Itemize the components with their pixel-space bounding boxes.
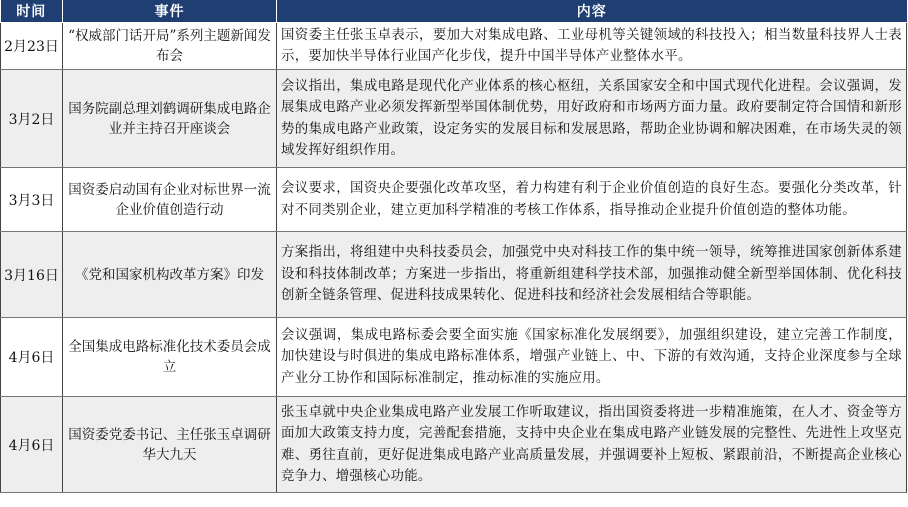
cell-event: 国资委党委书记、主任张玉卓调研华大九天	[63, 397, 277, 493]
cell-content: 方案指出，将组建中央科技委员会，加强党中央对科技工作的集中统一领导，统筹推进国家创新体系建设和科技体制改革；方案进一步指出，将重新组建科学技术部，加强推动健全新型举国体制、优化科技创新全链条管理、促进科技成果转化、促进科技和经济社会发展相结合等职能。	[277, 232, 907, 318]
cell-event: 全国集成电路标准化技术委员会成立	[63, 318, 277, 397]
cell-content: 会议强调，集成电路标委会要全面实施《国家标准化发展纲要》，加强组织建设，建立完善工作制度，加快建设与时俱进的集成电路标准体系，增强产业链上、中、下游的有效沟通，支持企业深度参与全球产业分工协作和国际标准制定，推动标准的实施应用。	[277, 318, 907, 397]
table-row	[1, 70, 907, 168]
header-content: 内容	[277, 0, 907, 23]
cell-event: 《党和国家机构改革方案》印发	[63, 232, 277, 318]
cell-time: 4月6日	[1, 397, 63, 493]
cell-content: 国资委主任张玉卓表示，要加大对集成电路、工业母机等关键领域的科技投入；相当数量科技界人士表示，要加快半导体行业国产化步伐，提升中国半导体产业整体水平。	[277, 23, 907, 70]
table-row	[1, 23, 907, 70]
cell-time: 4月6日	[1, 318, 63, 397]
cell-content: 张玉卓就中央企业集成电路产业发展工作听取建议，指出国资委将进一步精准施策，在人才、资金等方面加大政策支持力度，完善配套措施，支持中央企业在集成电路产业链发展的完整性、先进性上攻坚克难、勇往直前，更好促进集成电路产业高质量发展，并强调要补上短板、紧跟前沿，不断提高企业核心竞争力、增强核心功能。	[277, 397, 907, 493]
header-event: 事件	[63, 0, 277, 23]
cell-content: 会议要求，国资央企要强化改革攻坚，着力构建有利于企业价值创造的良好生态。要强化分类改革，针对不同类别企业，建立更加科学精准的考核工作体系，指导推动企业提升价值创造的整体功能。	[277, 168, 907, 232]
table-row	[1, 232, 907, 318]
table-row	[1, 318, 907, 397]
cell-time: 3月3日	[1, 168, 63, 232]
cell-event: 国资委启动国有企业对标世界一流企业价值创造行动	[63, 168, 277, 232]
cell-time: 3月16日	[1, 232, 63, 318]
table-header-row	[1, 0, 907, 23]
cell-content: 会议指出，集成电路是现代化产业体系的核心枢纽，关系国家安全和中国式现代化进程。会议强调，发展集成电路产业必须发挥新型举国体制优势，用好政府和市场两方面力量。政府要制定符合国情和新形势的集成电路产业政策，设定务实的发展目标和发展思路，帮助企业协调和解决困难，在市场失灵的领域发挥好组织作用。	[277, 70, 907, 168]
table-row	[1, 397, 907, 493]
cell-time: 3月2日	[1, 70, 63, 168]
cell-event: “权威部门话开局”系列主题新闻发布会	[63, 23, 277, 70]
header-time: 时间	[1, 0, 63, 23]
cell-event: 国务院副总理刘鹤调研集成电路企业并主持召开座谈会	[63, 70, 277, 168]
cell-time: 2月23日	[1, 23, 63, 70]
table-row	[1, 168, 907, 232]
